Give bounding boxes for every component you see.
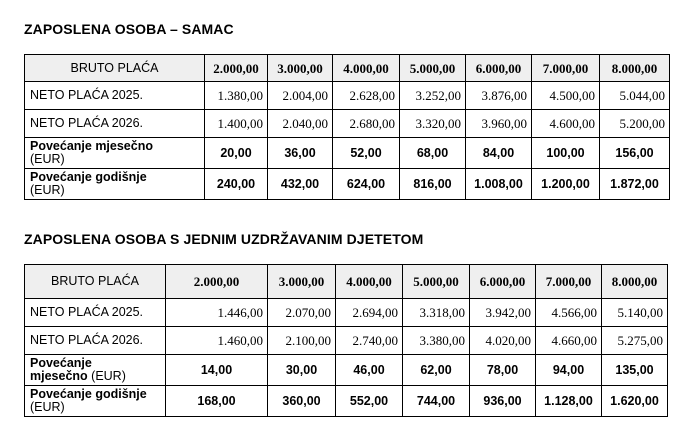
table-cell: 94,00 (536, 355, 602, 386)
row-label-unit: (EUR) (91, 369, 126, 383)
header-cell: 7.000,00 (536, 265, 602, 299)
table-cell: 1.200,00 (532, 169, 600, 200)
table-cell: 4.500,00 (532, 82, 600, 110)
table-cell: 1.380,00 (205, 82, 268, 110)
header-cell: 6.000,00 (470, 265, 536, 299)
table-cell: 552,00 (336, 386, 403, 417)
table-cell: 1.872,00 (600, 169, 670, 200)
section-title-single: ZAPOSLENA OSOBA – SAMAC (24, 21, 234, 37)
table-cell: 5.140,00 (602, 299, 668, 327)
row-label: NETO PLAĆA 2026. (25, 327, 166, 355)
table-row (25, 138, 670, 169)
table-cell: 2.100,00 (268, 327, 336, 355)
row-label: NETO PLAĆA 2026. (25, 110, 205, 138)
header-cell: 8.000,00 (602, 265, 668, 299)
header-label: BRUTO PLAĆA (25, 55, 205, 82)
table-cell: 68,00 (400, 138, 466, 169)
table-cell: 5.275,00 (602, 327, 668, 355)
table-cell: 744,00 (403, 386, 470, 417)
table-cell: 432,00 (268, 169, 333, 200)
table-cell: 1.008,00 (466, 169, 532, 200)
header-cell: 5.000,00 (400, 55, 466, 82)
header-cell: 7.000,00 (532, 55, 600, 82)
header-label: BRUTO PLAĆA (25, 265, 166, 299)
table-cell: 2.040,00 (268, 110, 333, 138)
table-cell: 2.628,00 (333, 82, 400, 110)
table-cell: 240,00 (205, 169, 268, 200)
table-cell: 2.004,00 (268, 82, 333, 110)
header-cell: 3.000,00 (268, 55, 333, 82)
table-cell: 5.044,00 (600, 82, 670, 110)
row-label (25, 355, 166, 386)
row-label-text: Povećanje godišnje (30, 387, 147, 401)
table-cell: 4.660,00 (536, 327, 602, 355)
table-cell: 20,00 (205, 138, 268, 169)
row-label-unit: (EUR) (30, 400, 65, 414)
table-cell: 3.876,00 (466, 82, 532, 110)
table-cell: 78,00 (470, 355, 536, 386)
table-cell: 62,00 (403, 355, 470, 386)
table-cell: 3.380,00 (403, 327, 470, 355)
table-cell: 135,00 (602, 355, 668, 386)
salary-table-one-child (24, 264, 668, 417)
table-cell: 100,00 (532, 138, 600, 169)
table-cell: 3.252,00 (400, 82, 466, 110)
header-cell: 2.000,00 (205, 55, 268, 82)
table-cell: 1.620,00 (602, 386, 668, 417)
row-label: NETO PLAĆA 2025. (25, 82, 205, 110)
table-cell: 936,00 (470, 386, 536, 417)
table-cell: 1.460,00 (166, 327, 268, 355)
table-row (25, 327, 668, 355)
table-cell: 1.400,00 (205, 110, 268, 138)
table-row (25, 299, 668, 327)
table-cell: 624,00 (333, 169, 400, 200)
table-cell: 360,00 (268, 386, 336, 417)
table-cell: 1.128,00 (536, 386, 602, 417)
table-cell: 4.566,00 (536, 299, 602, 327)
table-cell: 816,00 (400, 169, 466, 200)
salary-table-single (24, 54, 670, 200)
table-cell: 2.694,00 (336, 299, 403, 327)
table-cell: 168,00 (166, 386, 268, 417)
row-label-text: Povećanje mjesečno (30, 139, 153, 153)
row-label: NETO PLAĆA 2025. (25, 299, 166, 327)
header-cell: 2.000,00 (166, 265, 268, 299)
header-cell: 5.000,00 (403, 265, 470, 299)
table-row (25, 110, 670, 138)
table-cell: 1.446,00 (166, 299, 268, 327)
table-cell: 30,00 (268, 355, 336, 386)
table-row (25, 355, 668, 386)
header-cell: 6.000,00 (466, 55, 532, 82)
table-cell: 156,00 (600, 138, 670, 169)
table-cell: 3.318,00 (403, 299, 470, 327)
table-cell: 36,00 (268, 138, 333, 169)
table-cell: 4.020,00 (470, 327, 536, 355)
table-cell: 14,00 (166, 355, 268, 386)
header-row (25, 265, 668, 299)
table-cell: 5.200,00 (600, 110, 670, 138)
row-label-text: Povećanje (30, 356, 92, 370)
table-cell: 3.320,00 (400, 110, 466, 138)
table-cell: 2.740,00 (336, 327, 403, 355)
row-label (25, 386, 166, 417)
table-row (25, 82, 670, 110)
row-label-unit: (EUR) (30, 183, 65, 197)
table-cell: 84,00 (466, 138, 532, 169)
header-cell: 4.000,00 (333, 55, 400, 82)
table-cell: 2.680,00 (333, 110, 400, 138)
header-cell: 8.000,00 (600, 55, 670, 82)
row-label-unit: (EUR) (30, 152, 65, 166)
row-label-text: mjesečno (30, 369, 88, 383)
table-cell: 3.942,00 (470, 299, 536, 327)
table-cell: 52,00 (333, 138, 400, 169)
row-label (25, 169, 205, 200)
section-title-one-child: ZAPOSLENA OSOBA S JEDNIM UZDRŽAVANIM DJETETOM (24, 231, 424, 247)
row-label-text: Povećanje godišnje (30, 170, 147, 184)
header-cell: 4.000,00 (336, 265, 403, 299)
table-cell: 2.070,00 (268, 299, 336, 327)
table-cell: 3.960,00 (466, 110, 532, 138)
header-cell: 3.000,00 (268, 265, 336, 299)
row-label (25, 138, 205, 169)
table-cell: 4.600,00 (532, 110, 600, 138)
table-cell: 46,00 (336, 355, 403, 386)
table-row (25, 386, 668, 417)
table-row (25, 169, 670, 200)
header-row (25, 55, 670, 82)
